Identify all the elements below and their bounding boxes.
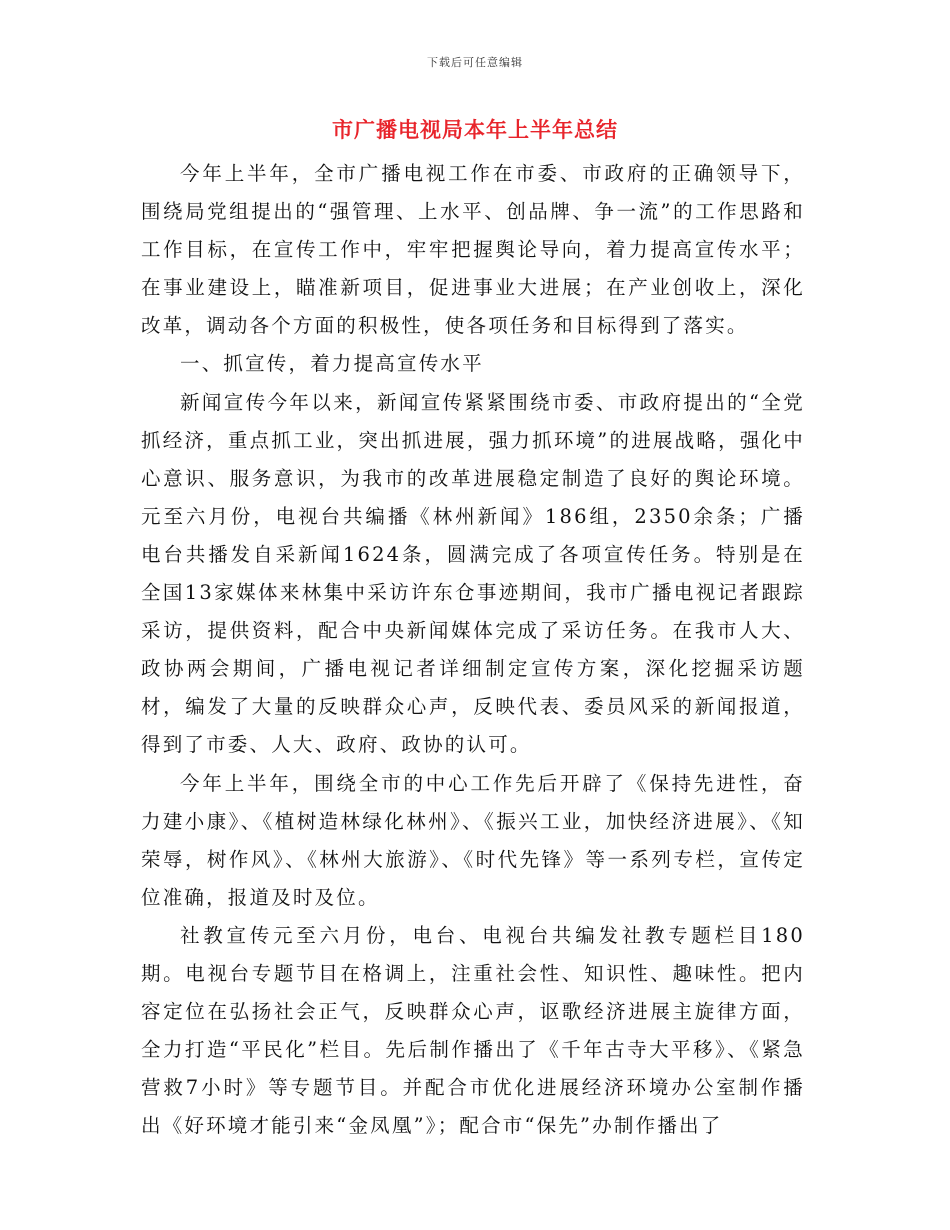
paragraph-columns: 今年上半年，围绕全市的中心工作先后开辟了《保持先进性，奋力建小康》、《植树造林绿化林州》、《振兴工业，加快经济进展》、《知荣辱，树作风》、《林州大旅游》、《时代先锋》等一系列专栏，宣传定位准确，报道及时及位。 xyxy=(141,771,805,909)
header-note: 下载后可任意编辑 xyxy=(427,56,523,69)
section-heading-1: 一、抓宣传，着力提高宣传水平 xyxy=(180,352,484,376)
document-title: 市广播电视局本年上半年总结 xyxy=(332,118,618,142)
paragraph-news: 新闻宣传今年以来，新闻宣传紧紧围绕市委、市政府提出的“全党抓经济，重点抓工业，突出抓进展，强力抓环境”的进展战略，强化中心意识、服务意识，为我市的改革进展稳定制造了良好的舆论环境。元至六月份，电视台共编播《林州新闻》186组，2350余条；广播电台共播发自采新闻1624条，圆满完成了各项宣传任务。特别是在全国13家媒体来林集中采访许东仓事迹期间，我市广播电视记者跟踪采访，提供资料，配合中央新闻媒体完成了采访任务。在我市人大、政协两会期间，广播电视记者详细制定宣传方案，深化挖掘采访题材，编发了大量的反映群众心声，反映代表、委员风采的新闻报道，得到了市委、人大、政府、政协的认可。 xyxy=(141,390,805,757)
paragraph-intro: 今年上半年，全市广播电视工作在市委、市政府的正确领导下，围绕局党组提出的“强管理、上水平、创品牌、争一流”的工作思路和工作目标，在宣传工作中，牢牢把握舆论导向，着力提高宣传水平；在事业建设上，瞄准新项目，促进事业大进展；在产业创收上，深化改革，调动各个方面的积极性，使各项任务和目标得到了落实。 xyxy=(141,162,805,338)
document-body xyxy=(141,155,805,1145)
paragraph-social-education: 社教宣传元至六月份，电台、电视台共编发社教专题栏目180期。电视台专题节目在格调上，注重社会性、知识性、趣味性。把内容定位在弘扬社会正气，反映群众心声，讴歌经济进展主旋律方面，全力打造“平民化”栏目。先后制作播出了《千年古寺大平移》、《紧急营救7小时》等专题节目。并配合市优化进展经济环境办公室制作播出《好环境才能引来“金凤凰”》；配合市“保先”办制作播出了 xyxy=(141,923,805,1138)
